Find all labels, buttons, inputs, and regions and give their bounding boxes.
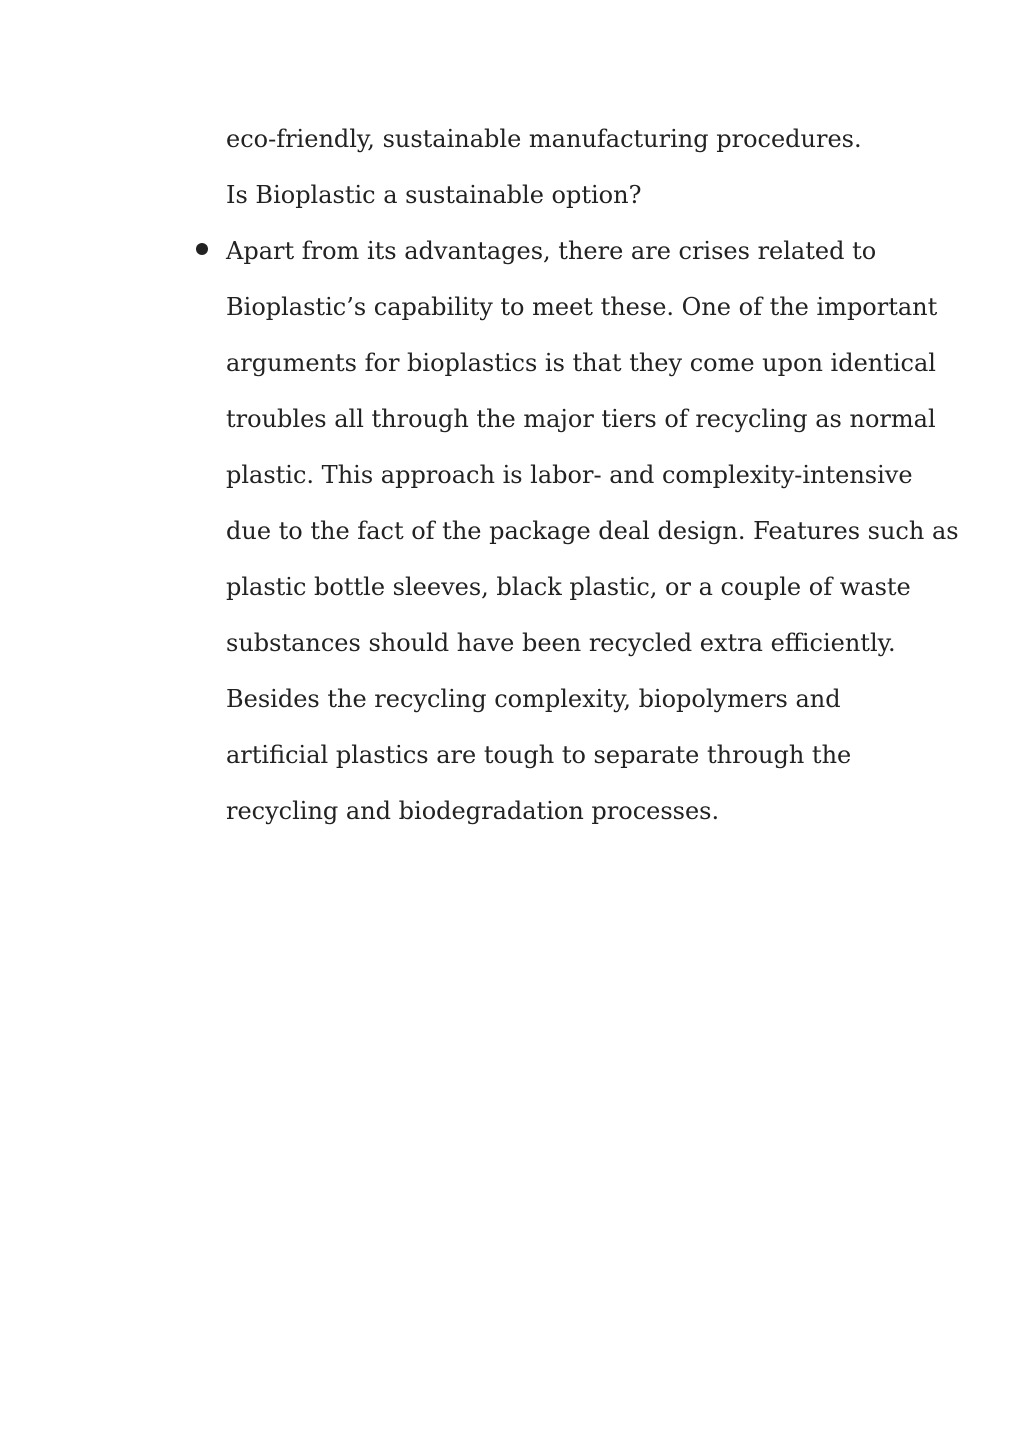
bullet-line-2: Bioplastic’s capability to meet these. One of the important: [226, 293, 938, 321]
intro-line-1: eco-friendly, sustainable manufacturing procedures.: [226, 125, 862, 153]
bullet-line-3: arguments for bioplastics is that they come upon identical: [226, 349, 936, 377]
bullet-line-4: troubles all through the major tiers of recycling as normal: [226, 405, 936, 433]
bullet-line-8: substances should have been recycled extra efficiently.: [226, 629, 896, 657]
bullet-line-5: plastic. This approach is labor- and complexity-intensive: [226, 461, 913, 489]
bullet-icon: [196, 243, 208, 255]
bullet-line-9: Besides the recycling complexity, biopolymers and: [226, 685, 841, 713]
bullet-line-6: due to the fact of the package deal design. Features such as: [226, 517, 959, 545]
bullet-line-11: recycling and biodegradation processes.: [226, 797, 720, 825]
bullet-line-7: plastic bottle sleeves, black plastic, or a couple of waste: [226, 573, 911, 601]
section-question: Is Bioplastic a sustainable option?: [226, 181, 642, 209]
bullet-line-10: artificial plastics are tough to separate through the: [226, 741, 852, 769]
bullet-line-1: Apart from its advantages, there are crises related to: [226, 237, 877, 265]
